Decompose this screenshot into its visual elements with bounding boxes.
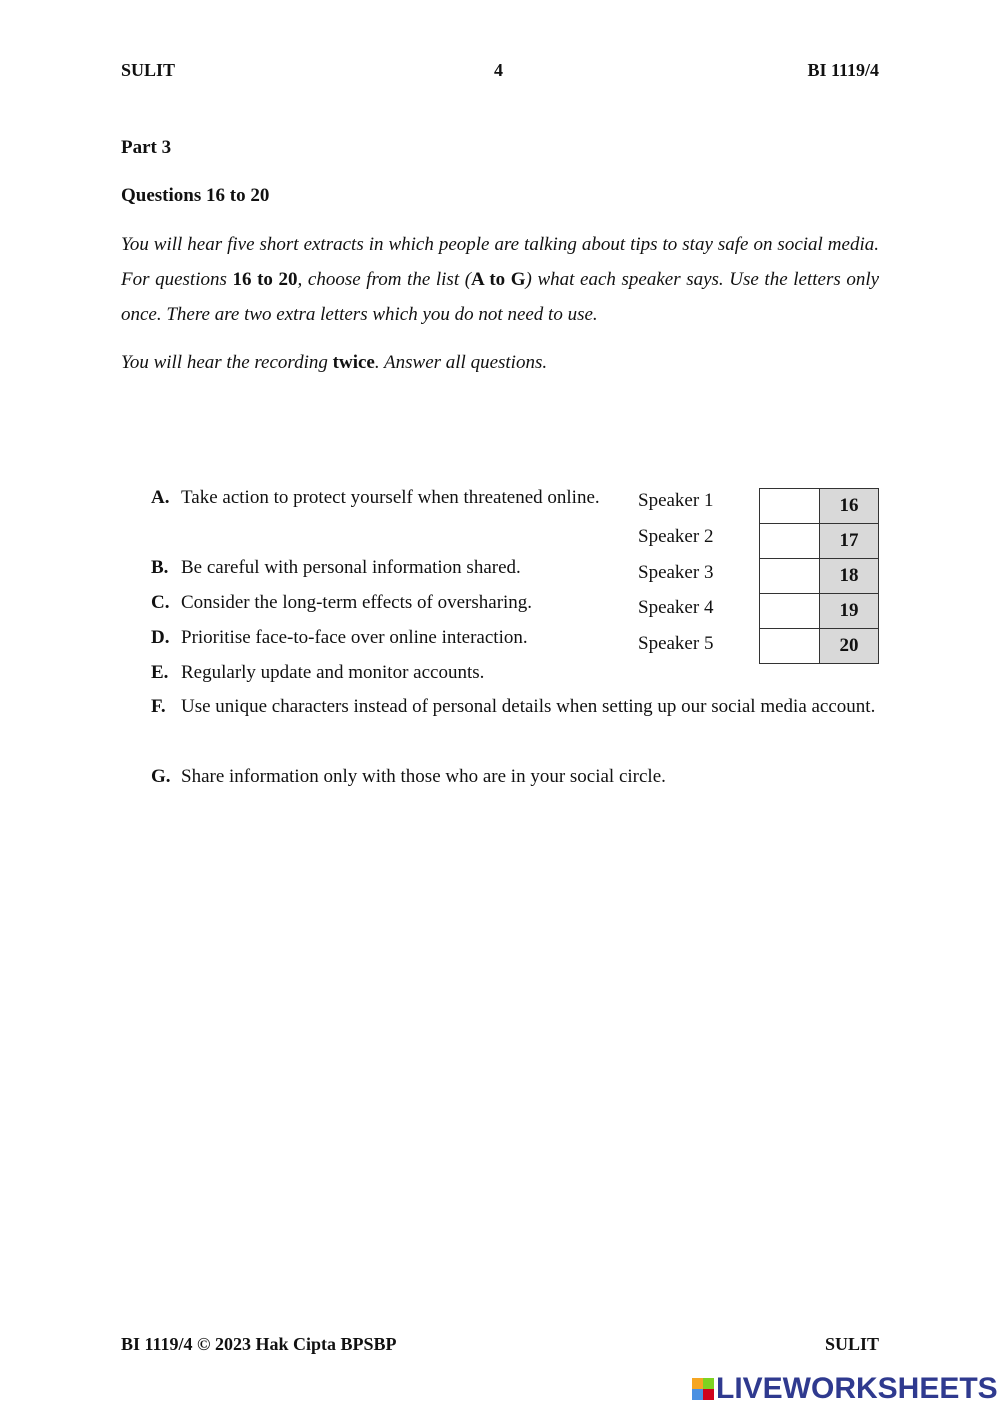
recording-text-1: You will hear the recording — [121, 352, 333, 373]
option-letter: C. — [151, 592, 170, 613]
option-text: Share information only with those who are in your social circle. — [181, 766, 666, 787]
footer-copyright: BI 1119/4 © 2023 Hak Cipta BPSBP — [121, 1334, 397, 1354]
answer-row — [760, 559, 879, 594]
answer-table — [759, 488, 879, 664]
question-number: 16 — [820, 489, 879, 524]
answer-box-20[interactable] — [760, 629, 820, 664]
option-letter: G. — [151, 766, 171, 787]
question-number: 20 — [820, 629, 879, 664]
option-text: Use unique characters instead of personal details when setting up our social media account. — [181, 696, 876, 717]
speaker-4-label: Speaker 4 — [638, 597, 714, 618]
part-title: Part 3 — [121, 137, 172, 158]
header-right: BI 1119/4 — [807, 60, 879, 80]
option-letter: A. — [151, 487, 170, 508]
answer-box-17[interactable] — [760, 524, 820, 559]
speaker-5-label: Speaker 5 — [638, 633, 714, 654]
questions-title: Questions 16 to 20 — [121, 185, 270, 206]
option-text: Consider the long-term effects of oversharing. — [181, 592, 533, 613]
logo-square — [692, 1389, 703, 1400]
question-number: 19 — [820, 594, 879, 629]
liveworksheets-brand — [692, 1372, 998, 1406]
logo-square — [692, 1378, 703, 1389]
instructions-paragraph — [121, 227, 879, 332]
page-number: 4 — [494, 60, 503, 80]
answer-box-16[interactable] — [760, 489, 820, 524]
recording-twice: twice — [332, 352, 375, 373]
footer-right: SULIT — [824, 1334, 879, 1354]
logo-square — [703, 1389, 714, 1400]
option-letter: D. — [151, 627, 170, 648]
option-letter: E. — [151, 662, 169, 683]
recording-note — [121, 345, 879, 380]
answer-row — [760, 489, 879, 524]
question-number: 18 — [820, 559, 879, 594]
answer-row — [760, 629, 879, 664]
answer-row — [760, 594, 879, 629]
answer-row — [760, 524, 879, 559]
answer-box-18[interactable] — [760, 559, 820, 594]
option-text: Prioritise face-to-face over online interaction. — [181, 627, 528, 648]
speaker-3-label: Speaker 3 — [638, 562, 714, 583]
instructions-letters: A to G — [471, 269, 526, 290]
instructions-range: 16 to 20 — [232, 269, 298, 290]
logo-square — [703, 1378, 714, 1389]
instructions-text-2: , choose from the list ( — [297, 269, 472, 290]
option-text: Be careful with personal information shared. — [181, 557, 521, 578]
speaker-2-label: Speaker 2 — [638, 526, 714, 547]
header-left: SULIT — [121, 60, 176, 80]
instructions-text-1: You will hear five short extracts in which people are talking about tips to stay safe on social media. For questions — [121, 234, 879, 290]
instructions-text-3: ) what each speaker says. Use the letters only once. There are two extra letters which you do not need to use. — [121, 269, 880, 325]
option-text: Regularly update and monitor accounts. — [181, 662, 485, 683]
brand-name: LIVEWORKSHEETS — [716, 1372, 998, 1405]
option-letter: B. — [151, 557, 169, 578]
question-number: 17 — [820, 524, 879, 559]
recording-text-2: . Answer all questions. — [374, 352, 548, 373]
liveworksheets-logo-icon — [692, 1378, 714, 1400]
option-text: Take action to protect yourself when threatened online. — [181, 487, 600, 508]
answer-box-19[interactable] — [760, 594, 820, 629]
option-letter: F. — [151, 696, 166, 717]
speaker-1-label: Speaker 1 — [638, 490, 714, 511]
